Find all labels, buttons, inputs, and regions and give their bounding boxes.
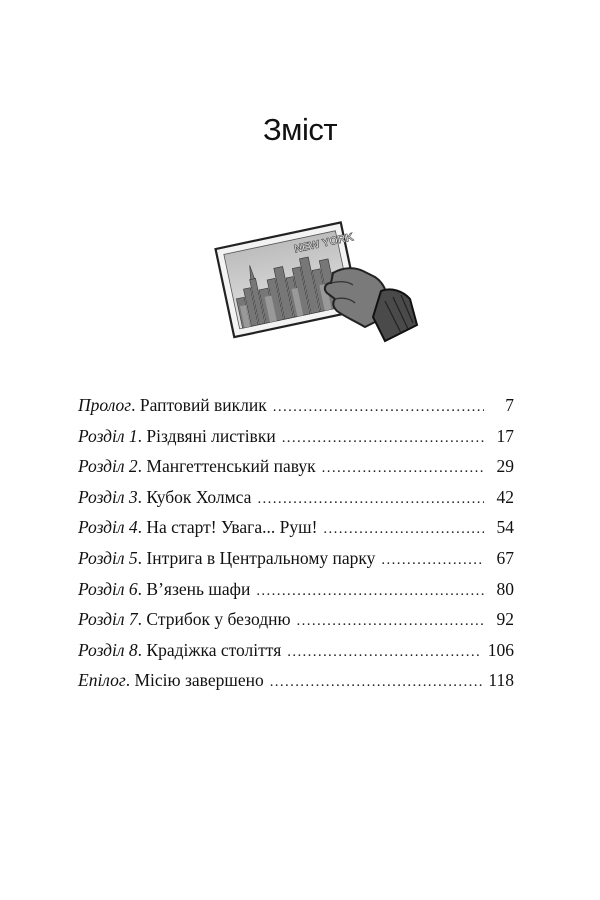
toc-entry-title: Різдвяні листівки <box>146 425 276 446</box>
toc-entry-label: Розділ 6 <box>78 578 138 599</box>
toc-entry-chapter-3[interactable]: Розділ 3 . Кубок Холмса . . . 42 <box>78 487 514 518</box>
toc-entry-chapter-2[interactable]: Розділ 2 . Мангеттенський павук . . . 29 <box>78 456 514 487</box>
toc-entry-title: Кубок Холмса <box>146 486 252 507</box>
toc-entry-epilog[interactable]: Епілог . Місію завершено . . . 118 <box>78 670 514 701</box>
toc-entry-title: В’язень шафи <box>146 578 251 599</box>
toc-entry-chapter-8[interactable]: Розділ 8 . Крадіжка століття . . . 106 <box>78 640 514 671</box>
toc-entry-chapter-7[interactable]: Розділ 7 . Стрибок у безодню . . . 92 <box>78 609 514 640</box>
toc-entry-label: Розділ 8 <box>78 639 138 660</box>
toc-entry-title: Раптовий виклик <box>139 395 267 415</box>
toc-entry-page: 17 <box>496 425 514 446</box>
toc-entry-label: Розділ 4 <box>78 517 138 538</box>
toc-entry-title: На старт! Увага... Руш! <box>146 517 318 538</box>
dot-leader <box>256 583 484 600</box>
toc-entry-label: Розділ 7 <box>78 609 138 630</box>
postcard-text: NEW YORK <box>293 231 355 256</box>
toc-entry-chapter-6[interactable]: Розділ 6 . В’язень шафи . . . 80 <box>78 579 514 610</box>
dot-leader <box>322 460 484 477</box>
toc-entry-label: Розділ 3 <box>78 486 138 507</box>
toc-entry-chapter-4[interactable]: Розділ 4 . На старт! Увага... Руш! . . . 54 <box>78 517 514 548</box>
toc-entry-title: Місію завершено <box>134 670 264 691</box>
toc-entry-title: Інтрига в Центральному парку <box>146 547 376 568</box>
toc-entry-page: 80 <box>496 578 514 599</box>
toc-entry-title: Крадіжка століття <box>146 639 282 660</box>
dot-leader <box>257 491 484 508</box>
new-york-postcard-illustration <box>205 195 420 350</box>
dot-leader <box>381 552 484 569</box>
dot-leader <box>297 613 484 630</box>
toc-entry-chapter-1[interactable]: Розділ 1 . Різдвяні листівки . . . 17 <box>78 426 514 457</box>
toc-entry-page: 54 <box>496 517 514 538</box>
dot-leader <box>270 674 483 691</box>
page-title: Зміст <box>262 112 338 147</box>
toc-entry-prolog[interactable]: Пролог . Раптовий виклик . . . 7 <box>78 395 514 426</box>
toc-entry-page: 92 <box>496 609 514 630</box>
toc-entry-label: Епілог <box>78 670 126 691</box>
toc-entry-label: Пролог <box>78 395 132 415</box>
toc-entry-chapter-5[interactable]: Розділ 5 . Інтрига в Центральному парку . . . 67 <box>78 548 514 579</box>
table-of-contents <box>78 395 514 701</box>
dot-leader <box>273 399 484 416</box>
toc-entry-page: 42 <box>496 486 514 507</box>
toc-entry-label: Розділ 2 <box>78 456 138 477</box>
toc-entry-page: 106 <box>487 639 514 660</box>
toc-entry-label: Розділ 1 <box>78 425 138 446</box>
toc-entry-page: 7 <box>505 395 514 415</box>
toc-entry-page: 118 <box>488 670 514 691</box>
toc-entry-title: Мангеттенський павук <box>146 456 316 477</box>
dot-leader <box>323 521 484 538</box>
toc-entry-page: 67 <box>496 547 514 568</box>
dot-leader <box>287 644 482 661</box>
dot-leader <box>282 430 484 447</box>
toc-entry-title: Стрибок у безодню <box>146 609 291 630</box>
toc-entry-page: 29 <box>496 456 514 477</box>
toc-entry-label: Розділ 5 <box>78 547 138 568</box>
